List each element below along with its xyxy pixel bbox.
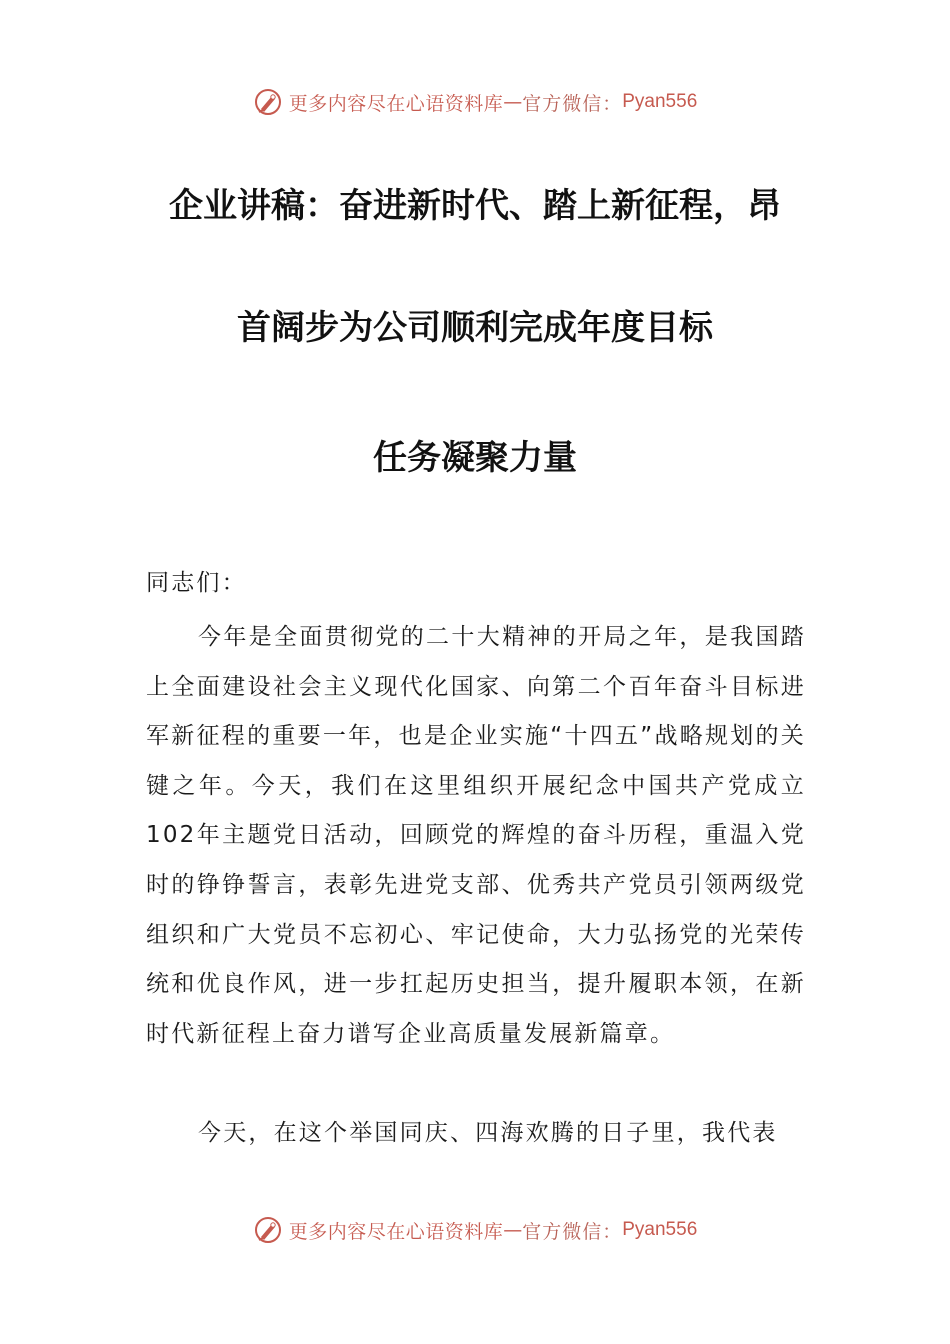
pen-nib-logo-icon [253,87,283,117]
footer-wechat-label: 官方微信： [522,1220,623,1243]
paragraph-2: 今天，在这个举国同庆、四海欢腾的日子里，我代表 [198,1120,778,1146]
header-banner-content [253,87,698,117]
header-wechat-label: 官方微信： [522,92,623,115]
pen-nib-logo-icon [253,1215,283,1245]
salutation: 同志们： [146,570,247,596]
document-title-line-3: 任务凝聚力量 [373,438,577,478]
footer-banner-dash: — [503,1219,523,1241]
footer-banner-text: 更多内容尽在心语资料库 [288,1220,504,1243]
header-banner-dash: — [503,91,523,113]
footer-banner [0,1210,950,1250]
footer-banner-content [253,1215,698,1245]
header-banner-text: 更多内容尽在心语资料库 [288,92,504,115]
document-title-line-1: 企业讲稿：奋进新时代、踏上新征程，昂 [169,186,781,226]
header-wechat-id: Pyan556 [622,91,698,112]
header-banner [0,82,950,122]
footer-wechat-id: Pyan556 [622,1219,698,1240]
paragraph-1: 今年是全面贯彻党的二十大精神的开局之年，是我国踏上全面建设社会主义现代化国家、向第二个百年奋斗目标进军新征程的重要一年，也是企业实施“十四五”战略规划的关键之年。今天，我们在这里组织开展纪念中国共产党成立102年主题党日活动，回顾党的辉煌的奋斗历程，重温入党时的铮铮誓言，表彰先进党支部、优秀共产党员引领两级党组织和广大党员不忘初心、牢记使命，大力弘扬党的光荣传统和优良作风，进一步扛起历史担当，提升履职本领，在新时代新征程上奋力谱写企业高质量发展新篇章。 [146,624,806,1047]
document-title-line-2: 首阔步为公司顺利完成年度目标 [237,308,713,348]
